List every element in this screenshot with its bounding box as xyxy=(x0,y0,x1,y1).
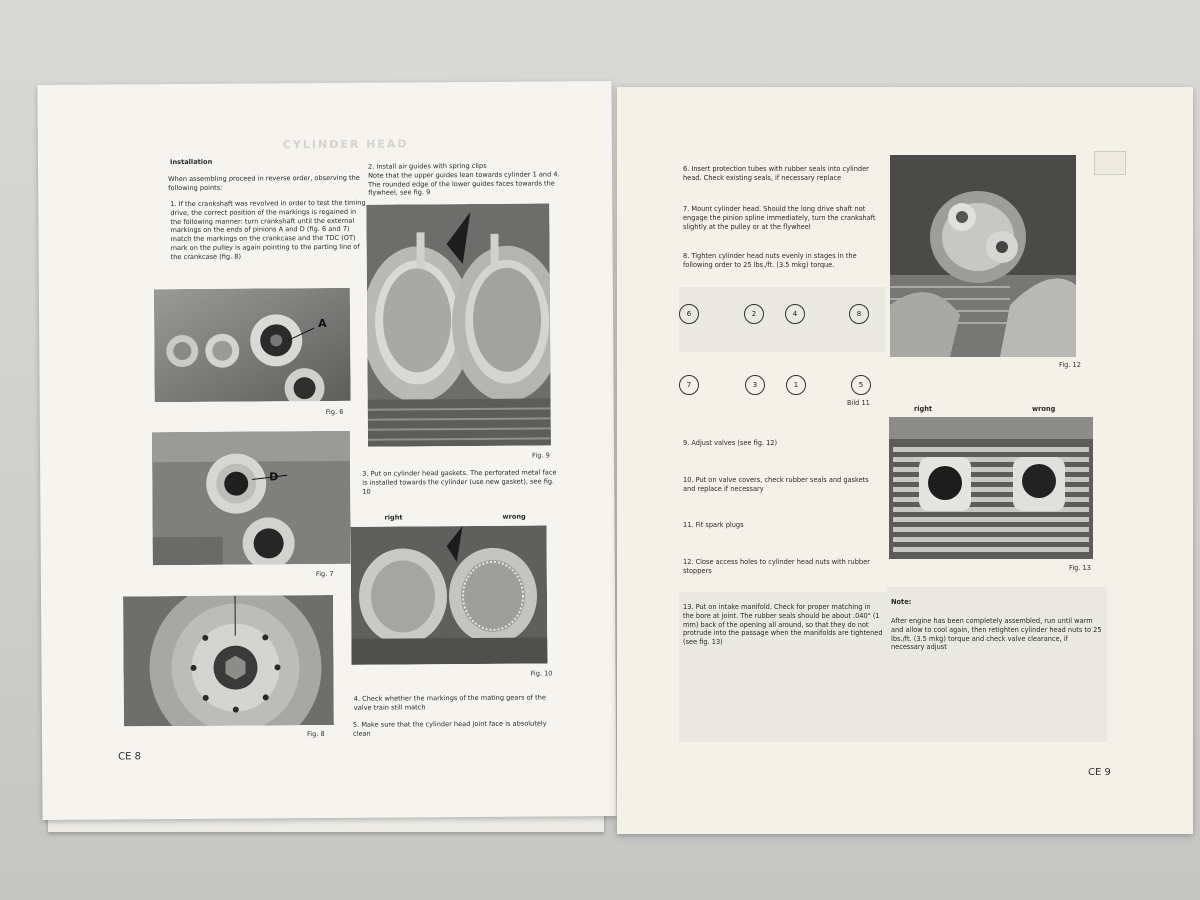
fig-10-wrong-label: wrong xyxy=(502,512,526,521)
step-10-text: 10. Put on valve covers, check rubber seals and gaskets and replace if necessary xyxy=(683,476,869,493)
fig-6-photo xyxy=(154,288,351,402)
note-bg xyxy=(887,587,1107,742)
sequence-nut-5: 5 xyxy=(851,375,871,395)
sequence-nut-7: 7 xyxy=(679,375,699,395)
step-3-text: 3. Put on cylinder head gaskets. The perforated metal face is installed towards the cylinder (use new gasket), see fig. 10 xyxy=(362,468,557,496)
fig-10-caption: Fig. 10 xyxy=(530,669,553,678)
fig-10-right-label: right xyxy=(384,513,403,522)
fig-12-photo xyxy=(890,155,1076,357)
step-4-text: 4. Check whether the markings of the mating gears of the valve train still match xyxy=(353,693,546,712)
right-page xyxy=(617,87,1193,834)
left-page-number: CE 8 xyxy=(118,751,142,763)
right-page-number: CE 9 xyxy=(1088,767,1111,778)
sequence-nut-4: 4 xyxy=(785,304,805,324)
fig-13-photo xyxy=(889,417,1093,559)
step-2-text: 2. Install air guides with spring clips Note that the upper guides lean towards cylinder 1 and 4. The rounded edge of the lower guides faces towards the flywheel, see fig. 9 xyxy=(367,161,560,198)
fig-9-photo xyxy=(366,203,551,446)
sequence-nut-2: 2 xyxy=(744,304,764,324)
fig-9-caption: Fig. 9 xyxy=(532,451,550,460)
step-6-text: 6. Insert protection tubes with rubber seals into cylinder head. Check existing seals, if necessary replace xyxy=(683,165,869,182)
fig-13-right-label: right xyxy=(914,405,933,413)
fig-8-photo xyxy=(123,595,334,726)
step-1-text: 1. If the crankshaft was revolved in order to test the timing drive, the correct position of the markings is regained in the following manner: turn crankshaft until the external markings on the ends of pinions A and D (fig. 6 and 7) match the markings on the crankcase and the TDC (OT) mark on the pulley is again pointing to the parting line of the crankcase (fig. 8) xyxy=(170,198,366,261)
label-a: A xyxy=(318,316,327,331)
fig-7-caption: Fig. 7 xyxy=(315,569,334,579)
section-heading: Installation xyxy=(169,157,213,167)
page-tab-stamp xyxy=(1094,151,1126,175)
label-d: D xyxy=(269,470,279,484)
step-13-text: 13. Put on intake manifold. Check for proper matching in the bore at joint. The rubber seals should be about .040" (1 mm) back of the opening all around, so that they do not protrude into the passage when the manifolds are tightened (see fig. 13) xyxy=(683,603,883,647)
fig-7-photo xyxy=(152,431,351,565)
step-11-text: 11. Fit spark plugs xyxy=(683,521,744,529)
step-9-text: 9. Adjust valves (see fig. 12) xyxy=(683,439,778,447)
running-title: CYLINDER HEAD xyxy=(282,137,409,152)
step-7-text: 7. Mount cylinder head. Should the long drive shaft not engage the pinion spline immediately, turn the crankshaft slightly at the pulley or at the flywheel xyxy=(683,205,876,231)
step-5-text: 5. Make sure that the cylinder head joint face is absolutely clean xyxy=(352,719,547,738)
sequence-nut-8: 8 xyxy=(849,304,869,324)
sequence-nut-1: 1 xyxy=(786,375,806,395)
step-12-text: 12. Close access holes to cylinder head nuts with rubber stoppers xyxy=(683,558,870,575)
sequence-nut-6: 6 xyxy=(679,304,699,324)
bild-11-caption: Bild 11 xyxy=(847,399,870,407)
fig-12-caption: Fig. 12 xyxy=(1059,361,1081,369)
note-heading: Note: xyxy=(891,598,912,606)
fig-10-photo xyxy=(351,525,548,664)
left-page xyxy=(37,81,616,820)
step-8-text: 8. Tighten cylinder head nuts evenly in stages in the following order to 25 lbs./ft. (3.5 mkg) torque. xyxy=(683,252,857,269)
fig-6-caption: Fig. 6 xyxy=(325,407,344,417)
fig-13-caption: Fig. 13 xyxy=(1069,564,1091,572)
intro-text: When assembling proceed in reverse order, observing the following points: xyxy=(168,173,360,192)
sequence-nut-3: 3 xyxy=(745,375,765,395)
note-text: After engine has been completely assembled, run until warm and allow to cool again, then retighten cylinder head nuts to 25 lbs./ft. (3.5 mkg) torque and check valve clearance, if necessary adjust xyxy=(891,617,1102,652)
fig-13-wrong-label: wrong xyxy=(1032,405,1056,413)
fig-8-caption: Fig. 8 xyxy=(306,730,325,739)
